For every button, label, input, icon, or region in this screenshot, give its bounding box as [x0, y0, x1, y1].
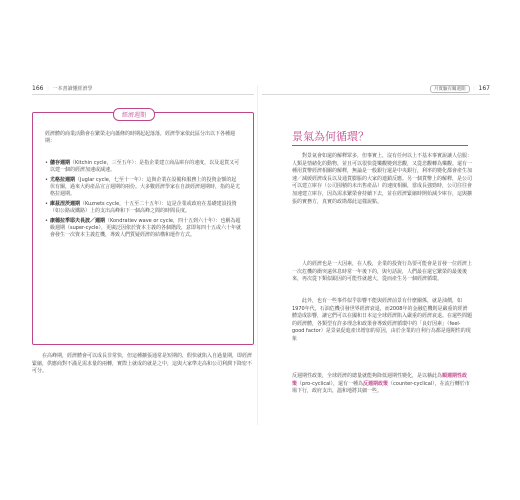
paragraph-4 [292, 373, 472, 396]
right-page [262, 85, 490, 425]
left-running-head: 166 ｜ 一本書讀懂經濟學 [32, 85, 93, 92]
list-item: • 尤格拉週期（Juglar cycle，七至十一年）：這與企業在設備和服務上的投資金額的起伏有關，過來大約產品宣言週期的兩份。大多數經濟學家在自談經濟週期時，指的是尤格拉週期。 [45, 176, 241, 198]
cycle-name: 儲存週期 [50, 160, 71, 166]
cycle-name: 尤格拉週期 [50, 176, 76, 183]
left-head-rule [32, 94, 254, 95]
section-heading: 景氣為何循環？ [292, 130, 369, 143]
cycle-name: 康德拉季耶夫長波／週期 [50, 217, 106, 224]
paragraph-4-text: 反週期性政策，全球經濟的總量就能夠降低週期性變化，是以稱此為順週期性政策（pro-cyclical），還有一種為反週期政策（counter-cyclical），在流行轉於市場下行，政府支出，溫和地將其細一些。 [292, 373, 470, 395]
book-gutter [257, 85, 258, 425]
cycle-name: 庫茲涅茨週期 [50, 201, 81, 208]
box-intro: 經濟體的商業活動會在繁榮走向蕭條的時期起起落落，經濟學家依此區分出以下各種週期： [45, 131, 236, 145]
marked-term-inline: 反週期政策 [363, 380, 389, 387]
cycle-text: （Kitchin cycle，三至五年）：是指企業建立商品庫存的速度，以及退貨又可以建一個的經濟加速或減速。 [50, 160, 240, 174]
left-page [32, 85, 254, 425]
cycle-list [45, 160, 241, 242]
paragraph-1: 對景氣會如還的解釋眾多，但事實上，沒有任何以上不基本事實說讓人信服：人類是情緒化的動物，並且可以很快從樂觀變到悲觀，又從悲觀轉為樂觀。還有一種用貨幣經濟相關的解釋，無論是一般銀行還是中央銀行，利率的變化都會產生加速／減緩經濟成長以及通貨膨脹的大家的連鎖反應。另一個貨幣上的解釋，是公司可以建立庫存（公司囤積的未出售產品）的速度相關，當成長強勁時，公司往往會加速建立庫存，因為需求繁榮會持續下去，並在經濟緊縮時開始減少庫存，這與擴張的實務方，真實的政勘都此這樣說點。 [292, 153, 473, 205]
list-item: • 儲存週期（Kitchin cycle，三至五年）：是指企業建立商品庫存的速度，以及退貨又可以建一個的經濟加速或減速。 [45, 160, 240, 174]
left-page-number: 166 [32, 85, 44, 92]
right-head-rule [262, 94, 490, 95]
right-page-number: 167 [478, 85, 490, 92]
cycle-text: （Juglar cycle，七至十一年）：這與企業在設備和服務上的投資金額的起伏有關，過來大約產品宣言週期的兩份。大多數經濟學家在自談經濟週期時，指的是尤格拉週期。 [50, 176, 241, 198]
paragraph-2: 人的經濟也是一大因素，在人般，企業的投資行為要可能會是首發一位經濟上一次危機的衝突遠休息時常一年後下的，與句話說，人們最在還它繁榮的最後後來，再次從下類似跟因的可能性就越大，從而產生另一個經濟循環。 [292, 261, 473, 283]
box-title: 經濟週期 [113, 108, 155, 121]
marked-term-inline: 順週期性政策 [292, 373, 468, 387]
economic-cycles-box [32, 112, 254, 345]
left-paragraph: 在高峰期，經濟體會可以成長非常快，但這種擴張通常是短期的，假快就陷入自過量期，即經濟緊縮，供應商對不滿足需求量的兩轉，實際上就成的就是之中，這與大家準走高和公司利潤下降密不可分。 [32, 353, 253, 375]
book-title: 一本書讀懂經濟學 [52, 86, 93, 92]
cycle-text: （Kondratiev wave or cycle，四十五到六十年）：也稱為超級週期（super-cycle），更廣泛因依於資本主義的各個階段，意即每四十五或六十年就會發生一次資本主義危機，導致人們質疑經濟的結構和運作方式。 [50, 217, 241, 239]
cycle-text: （Kuznets cycle，十五至二十五年）：這是企業或政府在基礎建設投資（如公路或鐵路）上的支出高峰和下一個高峰之間的時間長度。 [50, 201, 237, 215]
section-label: 月實驗有關週期 [430, 85, 470, 93]
paragraph-3: 此外，也有一些事件似乎影響不能與經濟前景有什麼關係，就是油價，如1970年代，石油危機引發世界經濟衰退，而2008年的金融危機則是嚴重的經濟體造成影響，讓它們可以在國和日本這全球經濟陷入嚴重的經濟衰退。在還些問題的經濟體，各類型有許多理念和政策會導致經濟循環中的「良好因素」（feel-good factor）是景氣促進產出增加的原因，由於企業的自利行為都是週期性的現象 [292, 298, 473, 342]
right-running-head: 月實驗有關週期 ｜ 167 [430, 85, 490, 93]
heading-rule [292, 145, 468, 146]
list-item: • 庫茲涅茨週期（Kuznets cycle，十五至二十五年）：這是企業或政府在基礎建設投資（如公路或鐵路）上的支出高峰和下一個高峰之間的時間長度。 [45, 201, 237, 215]
list-item: • 康德拉季耶夫長波／週期（Kondratiev wave or cycle，四十五到六十年）：也稱為超級週期（super-cycle），更廣泛因依於資本主義的各個階段，意即每四十五或六十年就會發生一次資本主義危機，導致人們質疑經濟的結構和運作方式。 [45, 217, 241, 239]
